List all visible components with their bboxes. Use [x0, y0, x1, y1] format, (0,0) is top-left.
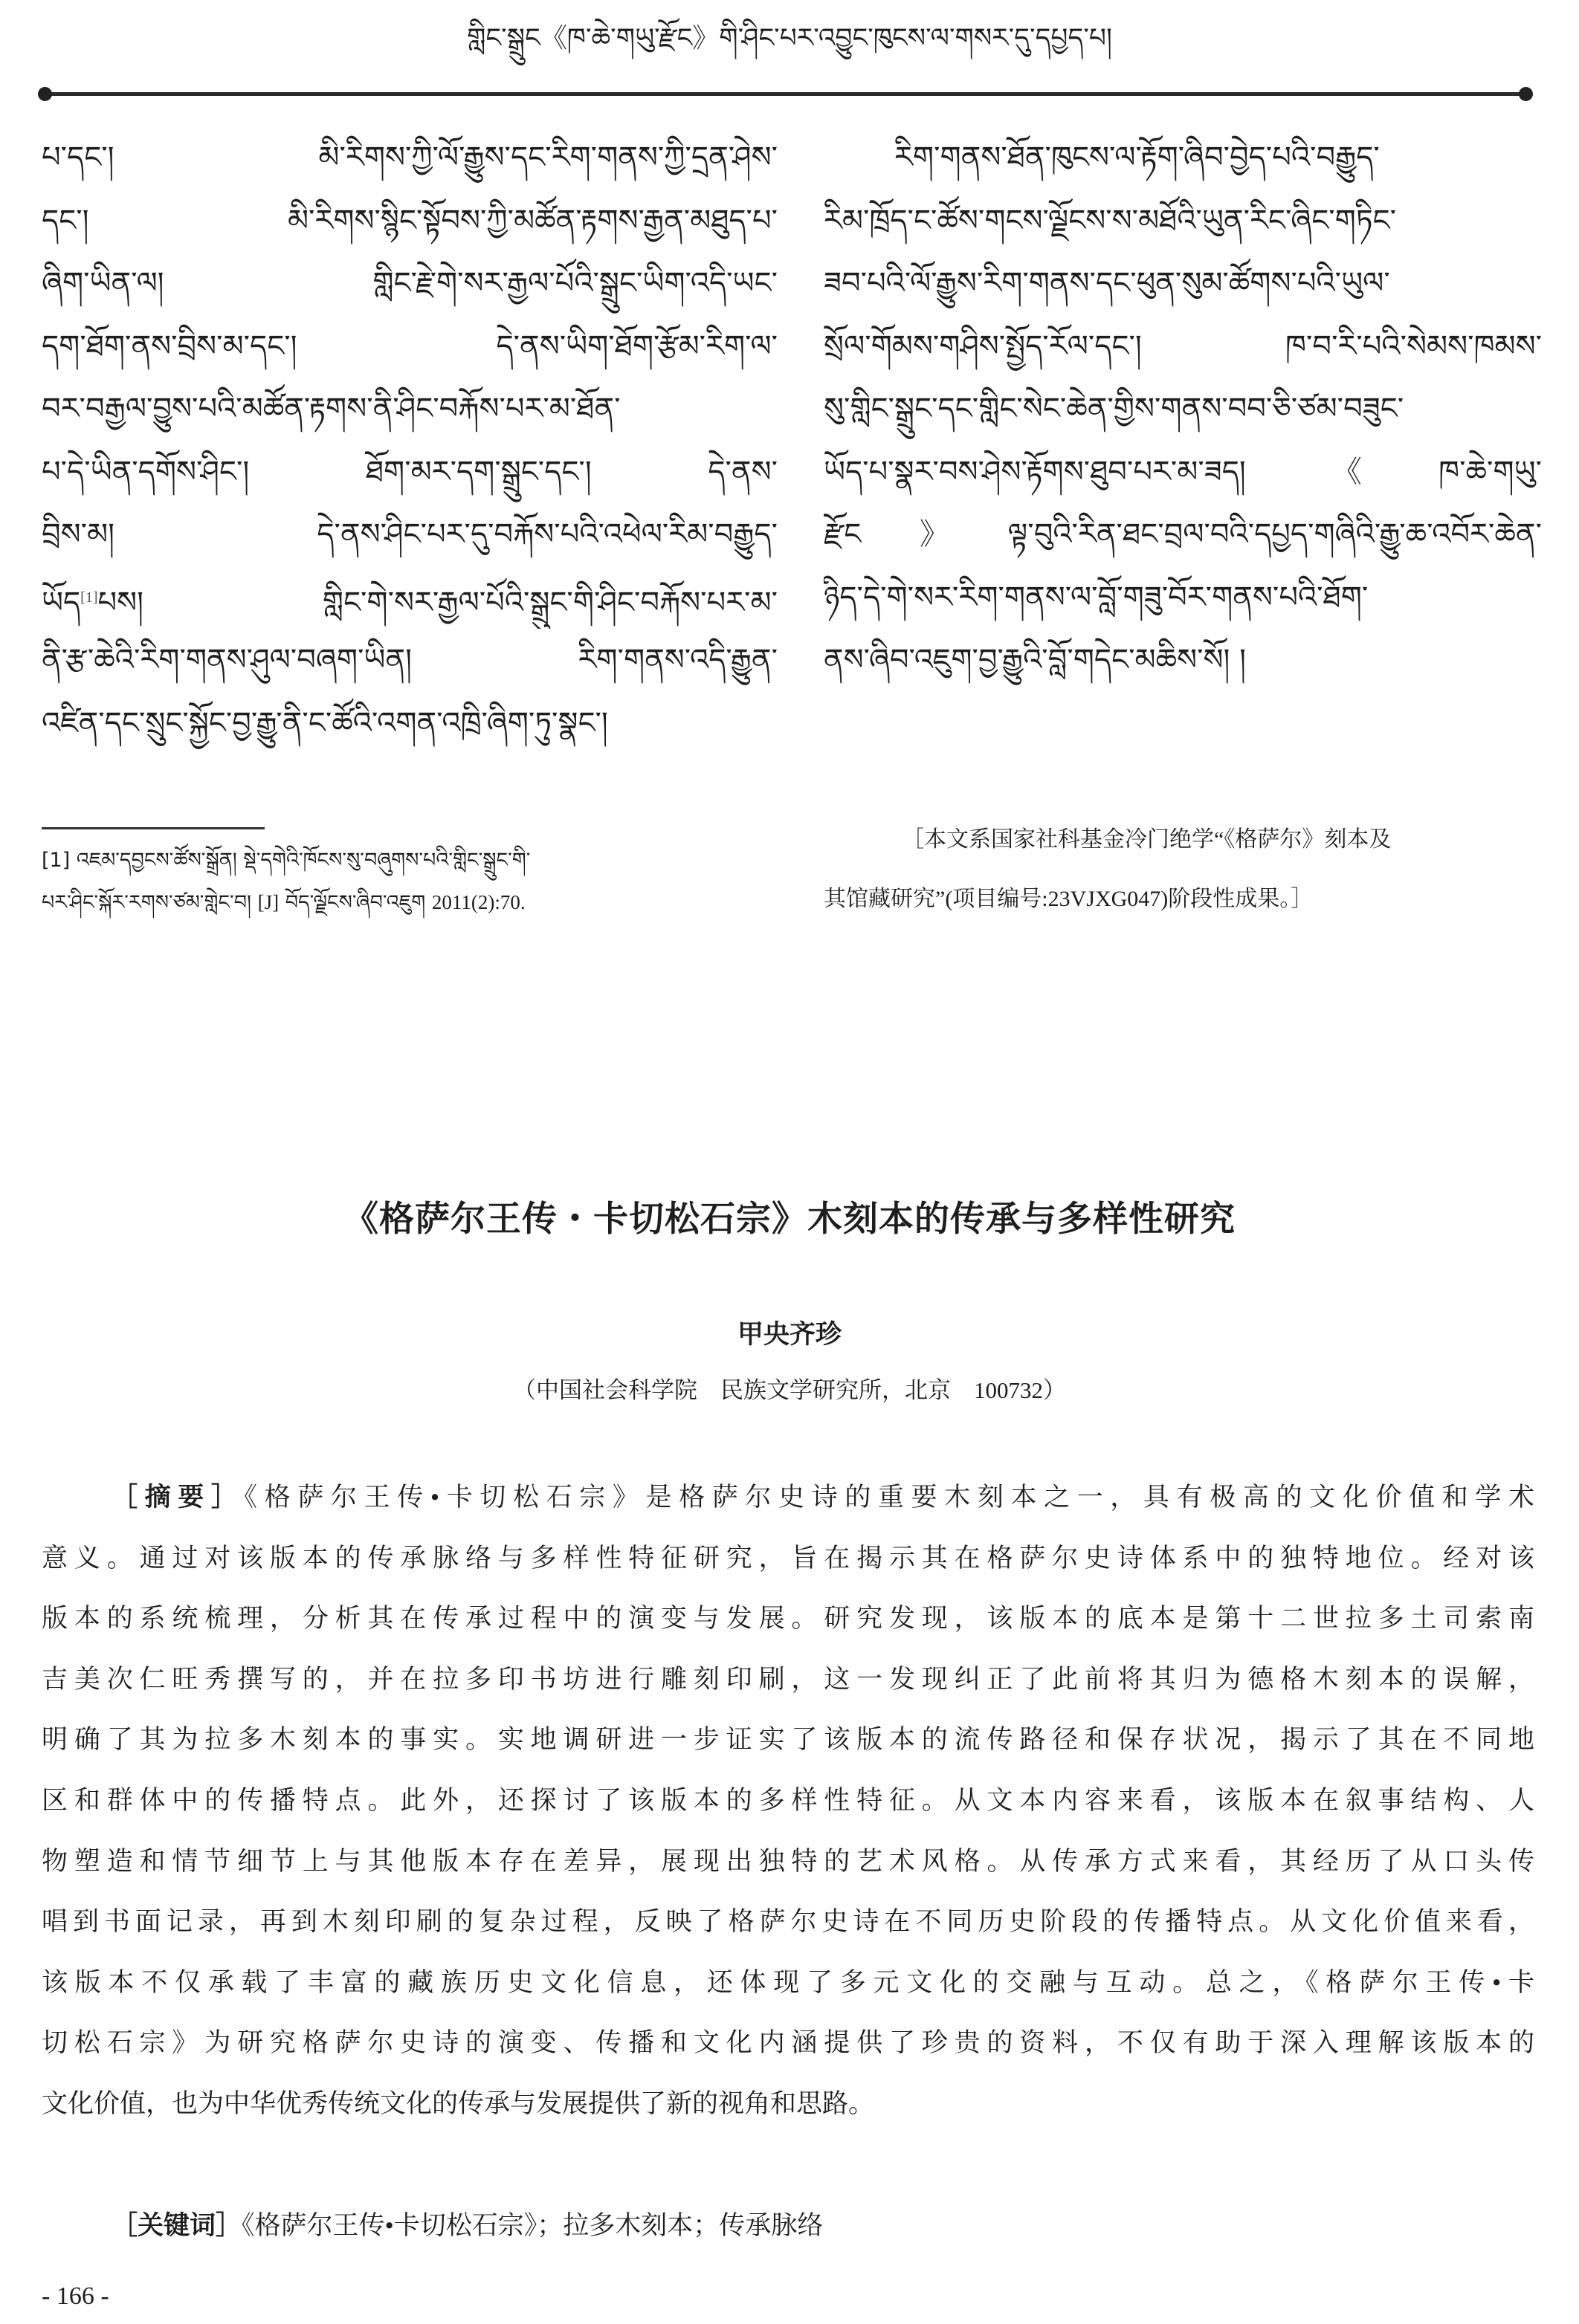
- footnote-title: པར་ཤིང་སྐོར་རགས་ཙམ་གླེང་བ།: [42, 891, 252, 914]
- tibetan-left-column: [42, 126, 778, 754]
- abstract-label: ［摘要］: [112, 1483, 245, 1512]
- tibetan-line: བྲིས་མ། དེ་ནས་ཤིང་པར་དུ་བརྐོས་པའི་འཕེལ་རིམ་བརྒྱུད་: [42, 517, 778, 551]
- footnote-journal: བོད་ལྗོངས་ཞིབ་འཇུག: [285, 891, 426, 914]
- footnote-line-1: [1] འཇམ་དབྱངས་ཚོས་སྒྲོན། སྡེ་དགེའི་ཁོངས་སུ་བཞུགས་པའི་གླིང་སྒྲུང་གི་: [42, 849, 531, 872]
- abstract-line: 吉美次仁旺秀撰写的，并在拉多印书坊进行雕刻印刷，这一发现纠正了此前将其归为德格木刻本的误解，: [42, 1664, 1534, 1694]
- tibetan-line: རྫོང》ལྟ་བུའི་རིན་ཐང་བྲལ་བའི་དཔྱད་གཞིའི་རྒྱུ་ཆ་འབོར་ཆེན་: [824, 517, 1542, 551]
- footnote-line-2: [42, 881, 770, 923]
- funding-note-line-1: ［本文系国家社科基金冷门绝学“《格萨尔》刻本及: [902, 827, 1392, 852]
- tibetan-right-column: [824, 126, 1542, 692]
- footnote-marker[interactable]: [1]: [80, 589, 98, 606]
- funding-note-line-2: 其馆藏研究”(项目编号:23VJXG047)阶段性成果。］: [824, 887, 1314, 911]
- abstract-line: 切松石宗》为研究格萨尔史诗的演变、传播和文化内涵提供了珍贵的资料，不仅有助于深入理解该版本的: [42, 2028, 1534, 2058]
- running-head: གླིང་སྒྲུང《ཁ་ཆེ་གཡུ་རྫོང》གི་ཤིང་པར་འབྱུང་ཁུངས་ལ་གསར་དུ་དཔྱད་པ།: [467, 23, 1112, 54]
- tibetan-line: དག་ཐོག་ནས་བྲིས་མ་དང་། དེ་ནས་ཡིག་ཐོག་རྩོམ་རིག་ལ་: [42, 328, 778, 363]
- keywords-label: ［关键词］: [112, 2211, 242, 2240]
- abstract-line: 该版本不仅承载了丰富的藏族历史文化信息，还体现了多元文化的交融与互动。总之，《格萨尔王传•卡: [42, 1967, 1534, 1997]
- abstract-line: 区和群体中的传播特点。此外，还探讨了该版本的多样性特征。从文本内容来看，该版本在叙事结构、人: [42, 1785, 1534, 1815]
- header-rule-dot-right: [1519, 87, 1533, 101]
- abstract-line: 文化价值，也为中华优秀传统文化的传承与发展提供了新的视角和思路。: [42, 2088, 875, 2118]
- footnote-rule: [42, 827, 265, 829]
- abstract-line: 意义。通过对该版本的传承脉络与多样性特征研究，旨在揭示其在格萨尔史诗体系中的独特地位。经对该: [42, 1543, 1534, 1573]
- tibetan-line: དང་། མི་རིགས་སྙིང་སྟོབས་ཀྱི་མཚོན་རྟགས་རྒྱན་མཐུད་པ་: [42, 203, 778, 238]
- tibetan-line: ནས་ཞིབ་འཇུག་བྱ་རྒྱུའི་བློ་གདེང་མཆིས་སོ། །: [824, 643, 1246, 677]
- tibetan-line: ནི་རྩ་ཆེའི་རིག་གནས་ཤུལ་བཞག་ཡིན། རིག་གནས་འདི་རྒྱུན་: [42, 643, 778, 677]
- funding-note: [824, 819, 1537, 938]
- article-author: 甲央齐珍: [737, 1320, 842, 1349]
- footnote-type: [J]: [257, 891, 280, 913]
- tibetan-line: པ་དང་། མི་རིགས་ཀྱི་ལོ་རྒྱུས་དང་རིག་གནས་ཀྱི་དྲན་ཤེས་: [42, 140, 778, 175]
- tibetan-line: ཉིད་དེ་གེ་སར་རིག་གནས་ལ་བློ་གཟུ་བོར་གནས་པའི་ཐོག་: [824, 580, 1369, 615]
- tibetan-line: སུ་གླིང་སྒྲུང་དང་གླིང་སེང་ཆེན་གྱིས་གནས་བབ་ཅི་ཙམ་བཟུང་: [824, 392, 1404, 426]
- tibetan-line: སྲོལ་གོམས་གཤིས་སྤྱོད་རོལ་དང་། ཁ་བ་རི་པའི་སེམས་ཁམས་: [824, 328, 1542, 363]
- abstract-line: 物塑造和情节细节上与其他版本存在差异，展现出独特的艺术风格。从传承方式来看，其经历了从口头传: [42, 1846, 1534, 1876]
- tibetan-line: ཞིག་ཡིན་ལ། གླིང་རྗེ་གེ་སར་རྒྱལ་པོའི་སྒྲུང་ཡིག་འདི་ཡང་: [42, 266, 778, 300]
- tibetan-line-prefix: ཡོད: [42, 585, 81, 620]
- article-title: 《格萨尔王传・卡切松石宗》木刻本的传承与多样性研究: [343, 1199, 1236, 1238]
- author-affiliation: （中国社会科学院 民族文学研究所，北京 100732）: [513, 1377, 1066, 1403]
- abstract: [42, 1475, 1534, 2143]
- abstract-text: 《格萨尔王传•卡切松石宗》是格萨尔史诗的重要木刻本之一，具有极高的文化价值和学术: [244, 1483, 1534, 1512]
- tibetan-line: རིམ་ཁྲོད་ང་ཚོས་གངས་ལྗོངས་ས་མཐོའི་ཡུན་རིང་ཞིང་གཏིང་: [824, 203, 1397, 238]
- header-rule-dot-left: [38, 87, 52, 101]
- tibetan-line-rest: པས། གླིང་གེ་སར་རྒྱལ་པོའི་སྒྲུང་གི་ཤིང་བརྐོས་པར་མ་: [97, 585, 778, 620]
- tibetan-line: པ་དེ་ཡིན་དགོས་ཤིང་། ཐོག་མར་དག་སྒྲུང་དང་། དེ་ནས་: [42, 454, 778, 489]
- tibetan-line: ཡོད་པ་སྣར་བས་ཤེས་རྟོགས་ཐུབ་པར་མ་ཟད། 《ཁ་ཆེ་གཡུ་: [824, 454, 1542, 489]
- keywords: [42, 2204, 823, 2248]
- page-number: - 166 -: [42, 2282, 109, 2310]
- tibetan-line-with-footnote: [42, 566, 778, 629]
- abstract-line: [42, 1475, 1534, 1536]
- tibetan-line: རིག་གནས་ཐོན་ཁུངས་ལ་རྟོག་ཞིབ་བྱེད་པའི་བརྒྱུད་: [894, 140, 1380, 175]
- footnote: [42, 840, 770, 923]
- header-rule: [45, 92, 1523, 96]
- abstract-line: 唱到书面记录，再到木刻印刷的复杂过程，反映了格萨尔史诗在不同历史阶段的传播特点。从文化价值来看，: [42, 1907, 1534, 1937]
- tibetan-line: ཟབ་པའི་ལོ་རྒྱུས་རིག་གནས་དང་ཕུན་སུམ་ཚོགས་པའི་ཡུལ་: [824, 266, 1390, 300]
- keywords-text: 《格萨尔王传•卡切松石宗》；拉多木刻本；传承脉络: [242, 2211, 824, 2240]
- tibetan-line: བར་བརྒྱལ་བྱུས་པའི་མཚོན་རྟགས་ནི་ཤིང་བརྐོས་པར་མ་ཐོན་: [42, 392, 621, 426]
- abstract-line: 版本的系统梳理，分析其在传承过程中的演变与发展。研究发现，该版本的底本是第十二世拉多土司索南: [42, 1604, 1534, 1634]
- tibetan-line: འཛིན་དང་སྲུང་སྐྱོང་བྱ་རྒྱུ་ནི་ང་ཚོའི་འགན་འཁྲི་ཞིག་ཏུ་སྣང་།: [42, 705, 608, 740]
- abstract-line: 明确了其为拉多木刻本的事实。实地调研进一步证实了该版本的流传路径和保存状况，揭示了其在不同地: [42, 1725, 1534, 1755]
- footnote-citation: 2011(2):70.: [431, 891, 526, 913]
